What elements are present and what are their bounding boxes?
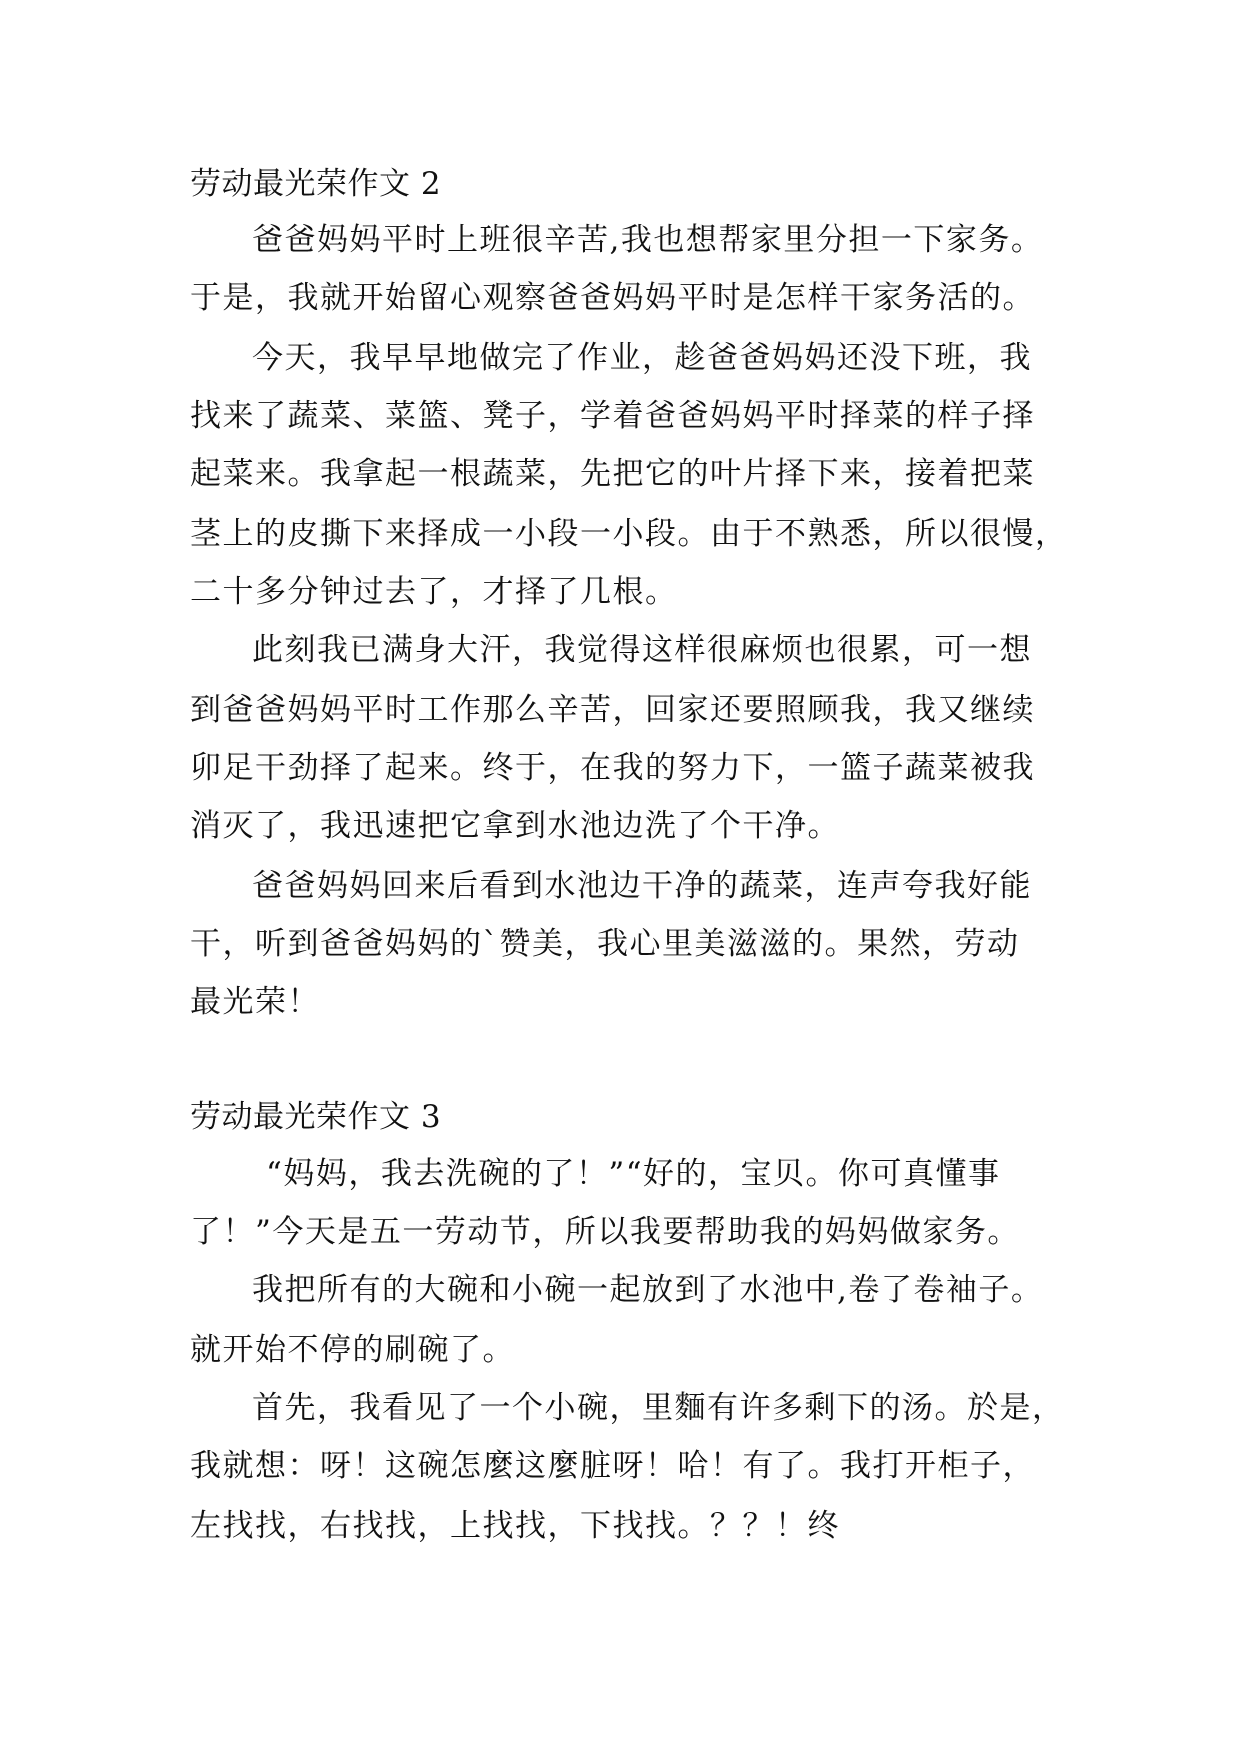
essay-2-line-7: 二十多分钟过去了，才择了几根。 [190, 574, 678, 610]
essay-3-title: 劳动最光荣作文 3 [190, 1099, 442, 1135]
essay-2-line-9: 到爸爸妈妈平时工作那么辛苦，回家还要照顾我，我又继续 [190, 692, 1035, 728]
essay-3-line-6: 我就想：呀！这碗怎麼这麼脏呀！哈！有了。我打开柜子， [190, 1448, 1035, 1484]
essay-2-line-14: 最光荣！ [190, 984, 320, 1020]
essay-2-line-13: 干，听到爸爸妈妈的`赞美，我心里美滋滋的。果然，劳动 [190, 926, 1020, 962]
essay-2-line-12: 爸爸妈妈回来后看到水池边干净的蔬菜，连声夸我好能 [252, 868, 1032, 904]
essay-2-line-8: 此刻我已满身大汗，我觉得这样很麻烦也很累，可一想 [252, 632, 1032, 668]
essay-2-line-2: 于是，我就开始留心观察爸爸妈妈平时是怎样干家务活的。 [190, 280, 1035, 316]
essay-2-line-4: 找来了蔬菜、菜篮、凳子，学着爸爸妈妈平时择菜的样子择 [190, 398, 1035, 434]
essay-2-line-10: 卯足干劲择了起来。终于，在我的努力下，一篮子蔬菜被我 [190, 750, 1035, 786]
essay-2-line-6: 茎上的皮撕下来择成一小段一小段。由于不熟悉，所以很慢， [190, 516, 1068, 552]
essay-3-line-5: 首先，我看见了一个小碗，里麵有许多剩下的汤。於是， [252, 1390, 1065, 1426]
essay-3-line-2: 了！”今天是五一劳动节，所以我要帮助我的妈妈做家务。 [190, 1214, 1020, 1250]
essay-3-line-4: 就开始不停的刷碗了。 [190, 1332, 515, 1368]
essay-3-line-1: “妈妈，我去洗碗的了！”“好的，宝贝。你可真懂事 [266, 1156, 1001, 1192]
essay-2-line-1: 爸爸妈妈平时上班很辛苦,我也想帮家里分担一下家务。 [252, 222, 1044, 258]
essay-3-line-3: 我把所有的大碗和小碗一起放到了水池中,卷了卷袖子。 [252, 1272, 1044, 1308]
essay-2-line-3: 今天，我早早地做完了作业，趁爸爸妈妈还没下班，我 [252, 340, 1032, 376]
essay-3-line-7: 左找找，右找找，上找找，下找找。？？！终 [190, 1508, 840, 1544]
essay-2-title: 劳动最光荣作文 2 [190, 166, 442, 202]
essay-2-line-11: 消灭了，我迅速把它拿到水池边洗了个干净。 [190, 808, 840, 844]
essay-2-line-5: 起菜来。我拿起一根蔬菜，先把它的叶片择下来，接着把菜 [190, 456, 1035, 492]
